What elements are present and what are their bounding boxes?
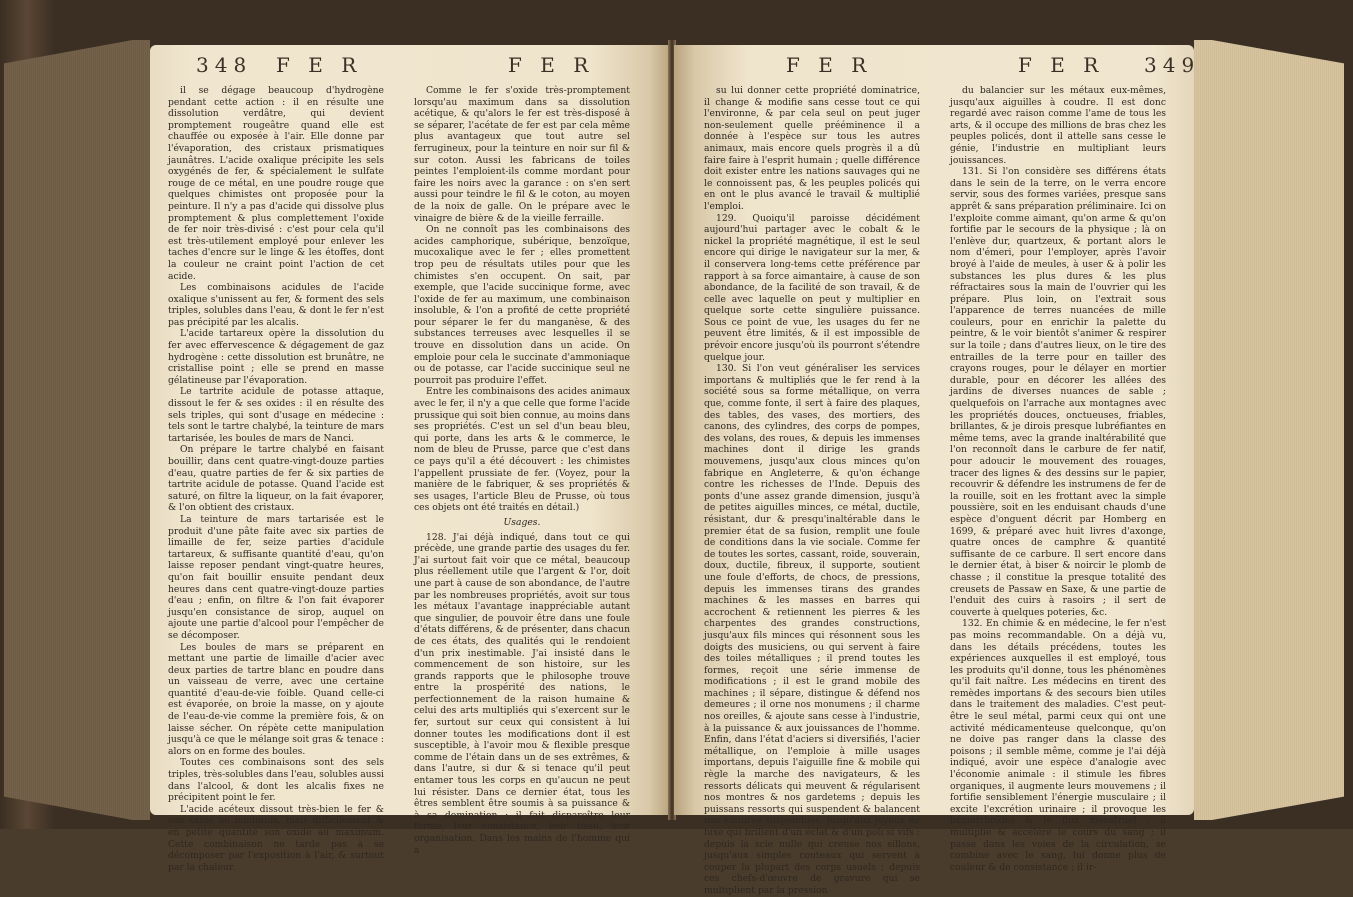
paragraph: du balancier sur les métaux eux-mêmes, jusqu'aux aiguilles à coudre. Il est donc regardé avec raison comme l'ame de tous les arts, & il occupe des millions de bras chez les peuples policés, dont il attelle sans cesse le génie, l'industrie en multipliant leurs jouissances. bbox=[950, 85, 1166, 166]
paragraph: On prépare le tartre chalybé en faisant bouillir, dans cent quatre-vingt-douze parties d'eau, quatre parties de fer & six parties de tartrite acidule de potasse. Quand l'acide est saturé, on filtre la liqueur, on la fait évaporer, & l'on obtient des cristaux. bbox=[168, 444, 384, 514]
paragraph: 132. En chimie & en médecine, le fer n'est pas moins recommandable. On a déjà vu, dans les détails précédens, toutes les expériences auxquelles il est employé, tous les produits qu'il donne, tous les phénomènes qu'il fait naître. Les médecins en tirent des remèdes importans & des secours bien utiles dans le traitement des maladies. C'est peut-être le seul métal, parmi ceux qui ont une activité médicamenteuse quelconque, qu'on ne doive pas ranger dans la classe des poisons ; il semble même, comme je l'ai déjà indiqué, avoir une espèce d'analogie avec l'économie animale : il stimule les fibres organiques, il augmente leurs mouvemens ; il fortifie sensiblement l'énergie musculaire ; il excite l'excrétion urinaire ; il provoque les hémorrhoïdes & le flux menstruel ; il multiplie & accélère le cours du sang ; il passe dans les voies de la circulation, se combine avec le sang, lui donne plus de couleur & de consistance ; il ir- bbox=[950, 618, 1166, 873]
right-page bbox=[674, 45, 1201, 896]
paragraph: Le tartrite acidule de potasse attaque, dissout le fer & ses oxides : il en résulte des sels triples, qui sont d'usage en médecine : tels sont le tartre chalybé, la teinture de mars tartarisée, les boules de mars de Nanci. bbox=[168, 386, 384, 444]
paragraph: Les boules de mars se préparent en mettant une partie de limaille d'acier avec deux parties de tartre blanc en poudre dans un vaisseau de verre, avec une certaine quantité d'eau-de-vie foible. Quand celle-ci est évaporée, on broie la masse, on y ajoute de l'eau-de-vie comme la première fois, & on laisse sécher. On répète cette manipulation jusqu'à ce que le mélange soit gras & tenace : alors on en forme des boules. bbox=[168, 641, 384, 757]
right-page-header bbox=[674, 53, 1201, 77]
paragraph: 131. Si l'on considère ses différens états dans le sein de la terre, on le verra encore servir, sous des formes variées, presque sans apprêt & sans préparation préliminaire. Ici on l'exploite comme aimant, qu'on arme & qu'on fortifie par le secours de la physique ; là on l'enlève dur, quartzeux, & portant alors le nom d'émeri, pour l'employer, après l'avoir broyé à l'aide de meules, à user & à polir les substances les plus dures & les plus réfractaires sous la main de l'ouvrier qui les prépare. Plus loin, on l'extrait sous l'apparence de terres nuancées de mille couleurs, pour en enrichir la palette du peintre, & le voir bientôt s'animer & respirer sur la toile ; dans d'autres lieux, on le tire des entrailles de la terre pour en tailler des crayons rouges, pour le délayer en mortier durable, pour en décorer les allées des jardins de diverses nuances de sable ; quelquefois on l'arrache aux montagnes avec les propriétés douces, onctueuses, friables, brillantes, & je dirois presque lubréfiantes en même tems, avec la grande inaltérabilité que l'on reconnoît dans le carbure de fer natif, pour adoucir le mouvement des rouages, tracer des lignes & des dessins sur le papier, recouvrir & défendre les instrumens de fer de la rouille, soit en les frottant avec la simple poussière, soit en les enduisant chauds d'une espèce d'onguent décrit par Homberg en 1699, & préparé avec huit livres d'axonge, quatre onces de camphre & quantité suffisante de ce carbure. Il sert encore dans le dernier état, à biser & noircir le plomb de chasse ; il constitue la presque totalité des creusets de Passaw en Saxe, & une partie de l'enduit des cuirs à rasoirs ; il sert de couverte à quelques poteries, &c. bbox=[950, 166, 1166, 618]
running-head: F E R bbox=[276, 53, 363, 77]
paragraph: 130. Si l'on veut généraliser les services importans & multipliés que le fer rend à la société sous sa forme métallique, on verra que, comme fonte, il sert à faire des plaques, des tables, des vases, des mortiers, des canons, des cylindres, des corps de pompes, des volans, des roues, & depuis les immenses machines dont il dirige les grands mouvemens, jusqu'aux clous minces qu'on fabrique en Angleterre, & qu'on échange contre les richesses de l'Inde. Depuis des ponts d'une assez grande dimension, jusqu'à de petites aiguilles minces, ce métal, ductile, résistant, dur & presqu'inaltérable dans le premier état de sa fusion, remplit une foule de conditions dans la vie sociale. Comme fer de toutes les sortes, cassant, roide, souverain, doux, ductile, fibreux, il supporte, soutient une foule d'efforts, de chocs, de pressions, depuis les immenses tirans des grandes machines & les masses en barres qui accrochent & retiennent les pierres & les charpentes des grandes constructions, jusqu'aux fils minces qui résonnent sous les doigts des musiciens, ou qui servent à faire des toiles métalliques ; il prend toutes les formes, reçoit une série immense de modifications ; il est le grand mobile des machines ; il sépare, distingue & défend nos demeures ; il orne nos monumens ; il charme nos oreilles, & ajoute sans cesse à l'industrie, à la puissance & aux jouissances de l'homme. Enfin, dans l'état d'aciers si diversifiés, l'acier métallique, on l'emploie à mille usages importans, depuis l'aiguille fine & mobile qui règle la marche des navigateurs, & les ressorts délicats qui meuvent & régularisent nos montres & nos gardetems ; depuis les puissans ressorts qui suspendent & balancent nos voitures suspendues, jusqu'aux joyaux de luxe qui brillent d'un éclat & d'un poli si vifs ; depuis la scie nulle qui creuse nos sillons, jusqu'aux simples couteaux qui servent à couper la plupart des corps usuels ; depuis ces chefs-d'œuvre de gravure qui se multiplient par la pression bbox=[704, 363, 920, 896]
right-page-column-1 bbox=[704, 85, 920, 897]
left-page-header bbox=[150, 53, 670, 77]
left-page-column-2 bbox=[414, 85, 630, 856]
paragraph: 129. Quoiqu'il paroisse décidément aujourd'hui partager avec le cobalt & le nickel la propriété magnétique, il est le seul encore qui dirige le navigateur sur la mer, & il conservera long-tems cette préférence par rapport à sa force aimantaire, à cause de son abondance, de la facilité de son travail, & de celle avec laquelle on peut y multiplier en quelque sorte cette singulière puissance. Sous ce point de vue, les usages du fer ne peuvent être limités, & il est impossible de prévoir encore jusqu'où ils pourront s'étendre quelque jour. bbox=[704, 212, 920, 363]
paragraph: il se dégage beaucoup d'hydrogène pendant cette action : il en résulte une dissolution verdâtre, qui devient promptement rougeâtre quand elle est chauffée ou exposée à l'air. Elle donne par l'évaporation, des cristaux prismatiques jaunâtres. L'acide oxalique précipite les sels oxygénés de fer, & spécialement le sulfate rouge de ce métal, en une poudre rouge que quelques chimistes ont proposée pour la peinture. Il n'y a pas d'acide qui dissolve plus promptement & plus complettement l'oxide de fer noir très-divisé : c'est pour cela qu'il est très-utilement employé pour enlever les taches d'encre sur le linge & les étoffes, dont la couleur ne craint point l'action de cet acide. bbox=[168, 85, 384, 282]
running-head: F E R bbox=[786, 53, 873, 77]
page-number: 349 bbox=[1144, 53, 1201, 77]
section-subheading: Usages. bbox=[503, 516, 541, 528]
paragraph: L'acide tartareux opère la dissolution du fer avec effervescence & dégagement de gaz hydrogène : cette dissolution est brunâtre, ne cristallise point ; elle se prend en masse gélatineuse par l'évaporation. bbox=[168, 328, 384, 386]
left-page-column-1 bbox=[168, 85, 384, 873]
paragraph: Toutes ces combinaisons sont des sels triples, très-solubles dans l'eau, solubles aussi dans l'alcool, & dont les alcalis fixes ne précipitent point le fer. bbox=[168, 757, 384, 804]
paragraph: On ne connoît pas les combinaisons des acides camphorique, subérique, benzoïque, mucoxalique avec le fer ; elles promettent trop peu de résultats utiles pour que les chimistes s'en occupent. On sait, par exemple, que l'acide succinique forme, avec l'oxide de fer au maximum, une combinaison insoluble, & l'on a profité de cette propriété pour séparer le fer du manganèse, & des substances terreuses avec lesquelles il se trouve en dissolution dans un acide. On emploie pour cela le succinate d'ammoniaque ou de potasse, car l'acide succinique seul ne pourroit pas produire l'effet. bbox=[414, 224, 630, 386]
right-page-edges bbox=[1194, 40, 1344, 820]
paragraph: 128. J'ai déjà indiqué, dans tout ce qui précède, une grande partie des usages du fer. J'ai surtout fait voir que ce métal, beaucoup plus réellement utile que l'argent & l'or, doit une part à cause de son abondance, de l'autre par les nombreuses propriétés, avoit sur tous les métaux l'avantage inappréciable autant que singulier, de pouvoir être dans une foule d'états différens, & de présenter, dans chacun de ces états, des qualités qui le rendoient d'un prix inestimable. J'ai insisté dans le commencement de son histoire, sur les grands rapports que le philosophe trouve entre la prospérité des nations, le perfectionnement de la raison humaine & celui des arts multipliés qui s'exercent sur le fer, surtout sur ceux qui consistent à lui donner toutes les modifications dont il est susceptible, à l'avoir mou & flexible presque comme de l'étain dans un de ses extrêmes, & dans l'autre, si dur & si tenace qu'il peut entamer tous les corps en qu'aucun ne peut lui résister. Dans ce dernier état, tous les êtres semblent être soumis à sa puissance & à sa domination : il fait disparoître leur forme, leur consistance, leur tissu, leur organisation. Dans les mains de l'homme qui a bbox=[414, 531, 630, 856]
paragraph: La teinture de mars tartarisée est le produit d'une pâte faite avec six parties de limaille de fer, seize parties d'acidule tartareux, & suffisante quantité d'eau, qu'on laisse reposer pendant vingt-quatre heures, qu'on fait bouillir ensuite pendant deux heures dans cent quatre-vingt-douze parties d'eau ; enfin, on filtre & l'on fait évaporer jusqu'en consistance de sirop, auquel on ajoute une partie d'alcool pour l'empêcher de se décomposer. bbox=[168, 513, 384, 641]
paragraph: Entre les combinaisons des acides animaux avec le fer, il n'y a que celle que forme l'acide prussique qui soit bien connue, au moins dans ses propriétés. C'est un sel d'un beau bleu, qui porte, dans les arts & le commerce, le nom de bleu de Prusse, parce que c'est dans ce pays qu'il a été découvert : les chimistes l'appellent prussiate de fer. (Voyez, pour la manière de le fabriquer, & ses propriétés & ses usages, l'article Bleu de Prusse, où tous ces objets ont été traités en détail.) bbox=[414, 386, 631, 514]
paragraph: L'acide acéteux dissout très-bien le fer & son oxide au minimum, mais difficilement & en petite quantité son oxide au maximum. Cette combinaison ne tarde pas à se décomposer par l'exposition à l'air, & surtout par la chaleur. bbox=[168, 803, 384, 873]
left-page bbox=[150, 45, 670, 873]
running-head: F E R bbox=[508, 53, 595, 77]
right-page-column-2 bbox=[950, 85, 1166, 873]
left-page-edges bbox=[4, 40, 150, 820]
paragraph: su lui donner cette propriété dominatrice, il change & modifie sans cesse tout ce qui l'environne, & par cela seul on peut juger non-seulement quelle prééminence il a donnée à l'espèce sur tous les autres animaux, mais encore quels progrès il a dû faire faire à l'esprit humain ; quelle différence doit exister entre les nations sauvages qui ne le connoissent pas, & les peuples policés qui en ont le plus avancé le travail & multiplié l'emploi. bbox=[704, 85, 920, 212]
paragraph: Les combinaisons acidules de l'acide oxalique s'unissent au fer, & forment des sels triples, solubles dans l'eau, & dont le fer n'est pas précipité par les alcalis. bbox=[168, 282, 384, 328]
page-number: 348 bbox=[196, 53, 253, 77]
paragraph: Comme le fer s'oxide très-promptement lorsqu'au maximum dans sa dissolution acétique, & qu'alors le fer est très-disposé à se séparer, l'acétate de fer est par cela même plus avantageux que tout autre sel ferrugineux, pour la teinture en noir sur fil & sur coton. Aussi les fabricans de toiles peintes l'emploient-ils comme mordant pour faire les noirs avec la garance : on s'en sert aussi pour teindre le fil & le coton, au moyen de la noix de galle. On le prépare avec le vinaigre de bière & de la vieille ferraille. bbox=[414, 85, 630, 224]
running-head: F E R bbox=[1018, 53, 1105, 77]
